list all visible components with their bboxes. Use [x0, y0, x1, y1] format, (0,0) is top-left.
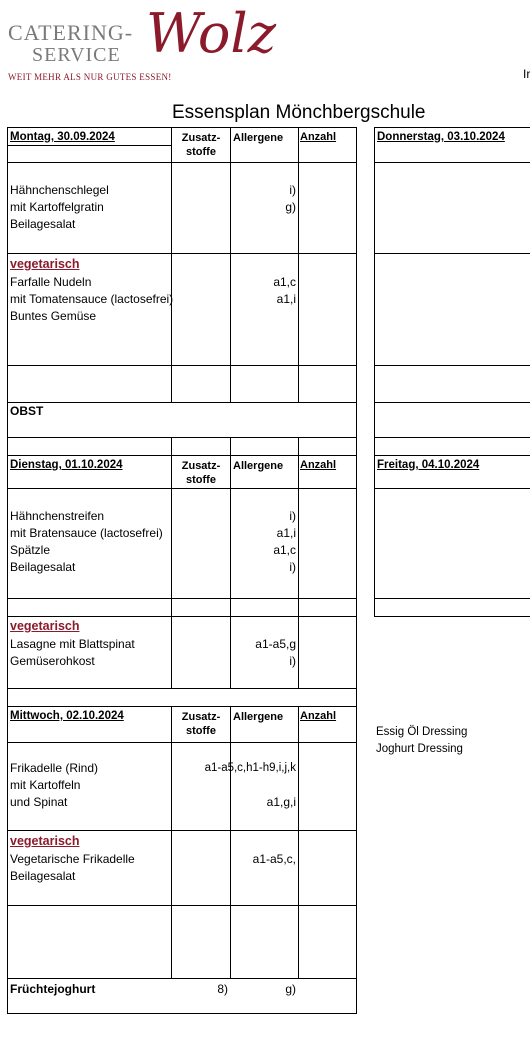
company-logo: [8, 4, 278, 88]
vegetarian-label: vegetarisch: [10, 619, 80, 633]
allergene-values: a1,c a1,i: [273, 275, 296, 306]
day-header-montag: Montag, 30.09.2024: [10, 131, 115, 143]
dish-text: Vegetarische Frikadelle Beilagesalat: [10, 852, 135, 883]
dish-text: Frikadelle (Rind) mit Kartoffeln und Spinat: [10, 761, 99, 809]
dish-text: Hähnchenschlegel mit Kartoffelgratin Beilagesalat: [10, 183, 109, 231]
col-header-anzahl: Anzahl: [300, 459, 337, 471]
zusatzstoffe-value: 8): [217, 982, 228, 996]
col-header-anzahl: Anzahl: [300, 131, 337, 143]
dish-text: Lasagne mit Blattspinat Gemüserohkost: [10, 637, 135, 668]
dish-text: Hähnchenstreifen mit Bratensauce (lactosefrei) Spätzle Beilagesalat: [10, 509, 163, 574]
allergene-values: a1-a5,c,: [252, 852, 296, 866]
page-title: Essensplan Mönchbergschule: [172, 102, 426, 123]
logo-text-service: SERVICE: [32, 44, 121, 66]
allergene-value: g): [285, 982, 296, 996]
col-header-allergene: Allergene: [233, 460, 284, 472]
day-header-freitag: Freitag, 04.10.2024: [377, 459, 480, 471]
dish-text: Farfalle Nudeln mit Tomatensauce (lactosefrei) Buntes Gemüse: [10, 275, 174, 323]
dressing-list: Essig Öl Dressing Joghurt Dressing: [376, 726, 468, 755]
allergene-values: a1-a5,g i): [255, 637, 296, 668]
col-header-allergene: Allergene: [233, 711, 284, 723]
logo-script-wolz: Wolz: [146, 2, 277, 65]
logo-text-catering: CATERING-: [8, 20, 134, 45]
col-header-anzahl: Anzahl: [300, 710, 337, 722]
allergene-values: a1-a5,c,h1-h9,i,j,k: [204, 762, 296, 774]
col-header-zusatzstoffe: Zusatz- stoffe: [181, 460, 221, 486]
day-header-donnerstag: Donnerstag, 03.10.2024: [377, 131, 505, 143]
col-header-zusatzstoffe: Zusatz- stoffe: [181, 711, 221, 737]
day-header-dienstag: Dienstag, 01.10.2024: [10, 459, 123, 471]
allergene-values: a1,g,i: [266, 795, 296, 809]
col-header-zusatzstoffe: Zusatz- stoffe: [181, 132, 221, 158]
vegetarian-label: vegetarisch: [10, 834, 80, 848]
allergene-values: i) g): [285, 183, 296, 214]
extra-item-obst: OBST: [10, 404, 44, 418]
day-header-mittwoch: Mittwoch, 02.10.2024: [10, 710, 124, 722]
col-header-allergene: Allergene: [233, 132, 284, 144]
extra-item-fruechtejoghurt: Früchtejoghurt: [10, 982, 96, 996]
allergene-values: i) a1,i a1,c i): [273, 509, 296, 574]
vegetarian-label: vegetarisch: [10, 257, 80, 271]
cut-off-text: Ir: [523, 67, 530, 81]
logo-tagline: WEIT MEHR ALS NUR GUTES ESSEN!: [8, 72, 172, 82]
